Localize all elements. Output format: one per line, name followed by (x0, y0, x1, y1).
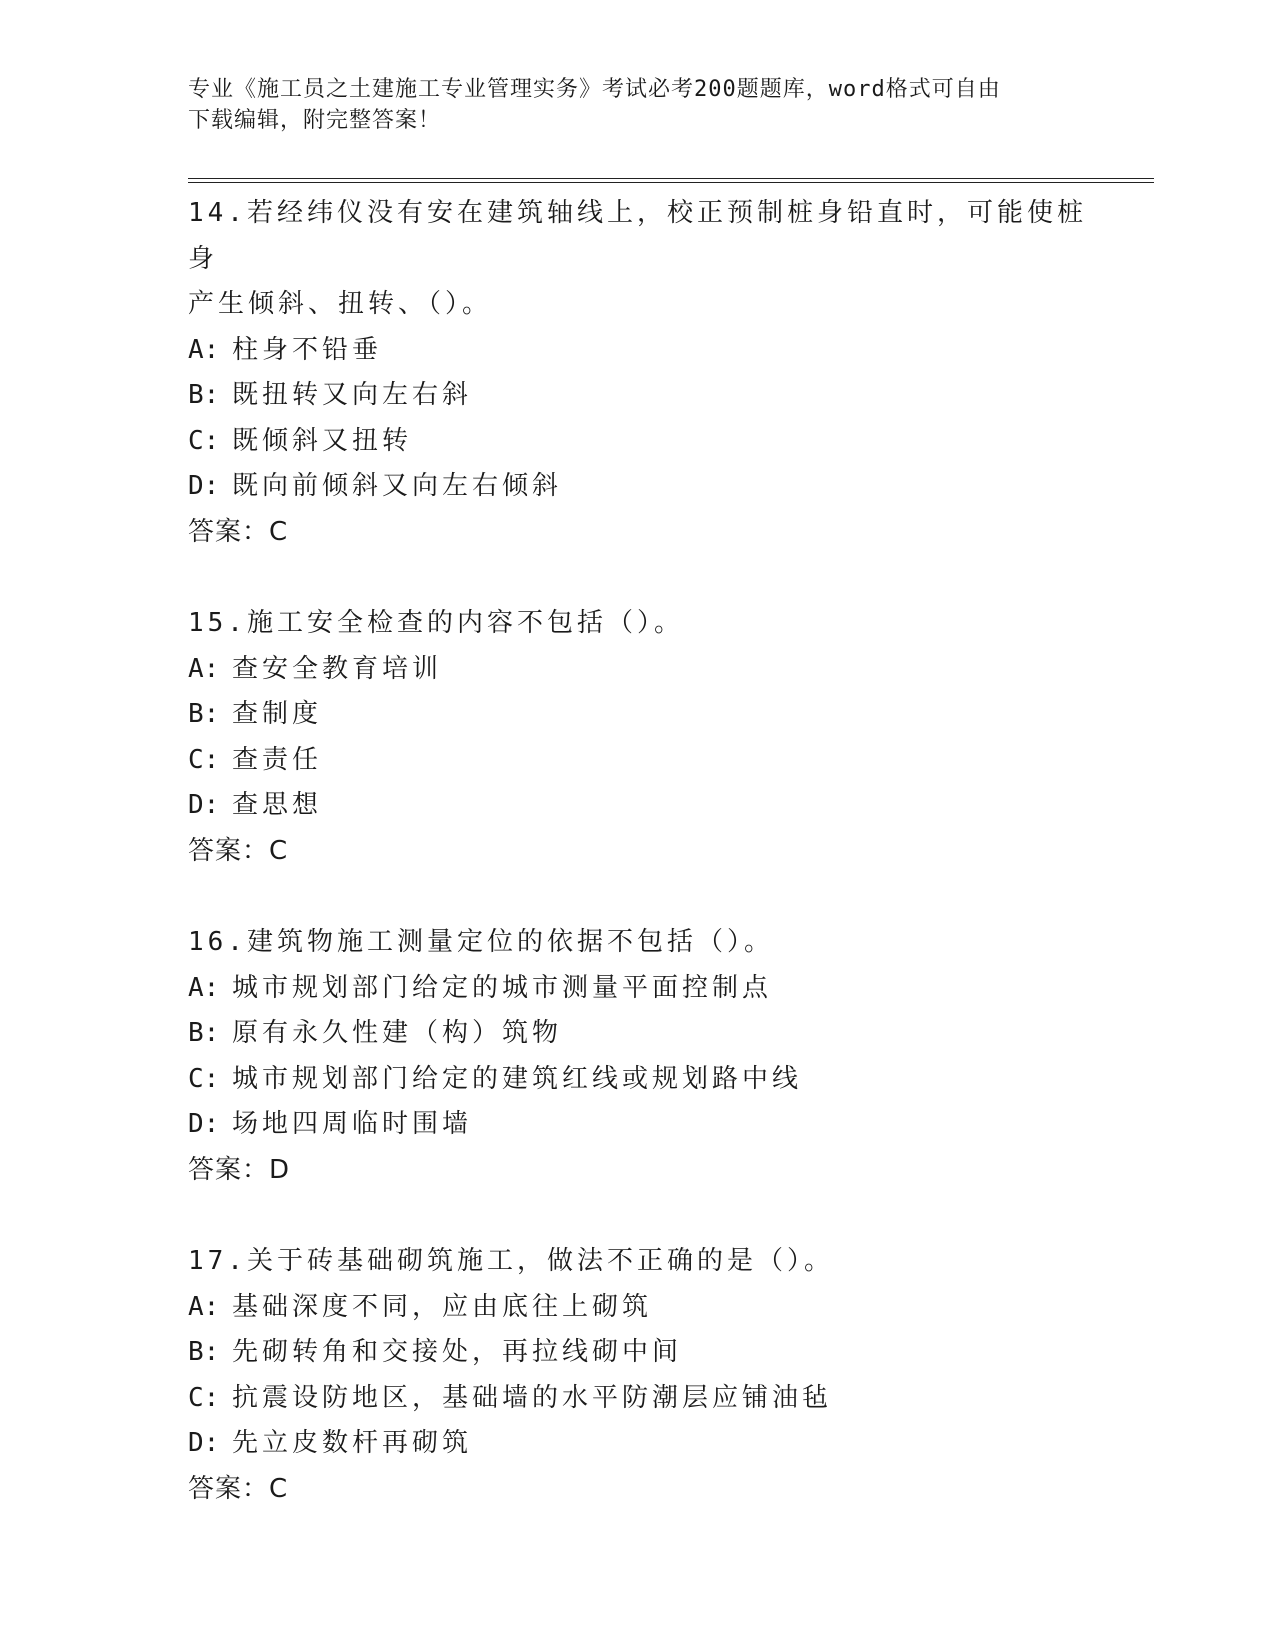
option-d (188, 783, 1088, 829)
question-stem: 17.关于砖基础砌筑施工，做法不正确的是（）。 (188, 1246, 834, 1276)
option-key: D: (188, 790, 220, 820)
option-key: A: (188, 653, 220, 684)
option-text: 查制度 (232, 699, 323, 729)
option-text: 既向前倾斜又向左右倾斜 (232, 471, 563, 501)
option-text: 查思想 (232, 790, 323, 820)
answer-line: 答案：C (188, 1473, 289, 1504)
option-key: C: (188, 1063, 220, 1094)
option-text: 柱身不铅垂 (232, 334, 383, 365)
option-key: C: (188, 425, 220, 456)
option-c (188, 738, 1088, 784)
option-d (188, 1102, 1088, 1148)
option-key: B: (188, 699, 220, 729)
option-text: 基础深度不同，应由底往上砌筑 (232, 1291, 653, 1322)
option-list (188, 647, 1088, 829)
option-d (188, 464, 1088, 510)
option-b (188, 1330, 1088, 1376)
option-c (188, 1057, 1088, 1103)
header-divider (188, 178, 1154, 183)
question-stem: 16.建筑物施工测量定位的依据不包括（）。 (188, 927, 774, 957)
option-d (188, 1421, 1088, 1467)
question-list (188, 191, 1088, 1512)
option-a (188, 966, 1088, 1012)
question-stem-line-2: 产生倾斜、扭转、（）。 (188, 289, 493, 319)
question-stem-line-1: 14.若经纬仪没有安在建筑轴线上，校正预制桩身铅直时，可能使桩身 (188, 198, 1087, 274)
document-header (188, 74, 1088, 136)
option-a (188, 647, 1088, 693)
option-b (188, 373, 1088, 419)
option-text: 抗震设防地区，基础墙的水平防潮层应铺油毡 (232, 1382, 833, 1413)
option-text: 先立皮数杆再砌筑 (232, 1428, 473, 1458)
option-key: D: (188, 1428, 220, 1458)
header-line-1: 专业《施工员之土建施工专业管理实务》考试必考200题题库，word格式可自由 (188, 77, 1001, 102)
answer-line: 答案：C (188, 516, 289, 547)
option-key: C: (188, 1382, 220, 1413)
option-key: B: (188, 1337, 220, 1367)
question-17 (188, 1239, 1088, 1512)
option-text: 原有永久性建（构）筑物 (232, 1018, 563, 1048)
option-a (188, 328, 1088, 374)
option-c (188, 419, 1088, 465)
option-key: C: (188, 744, 220, 775)
question-16 (188, 920, 1088, 1193)
option-b (188, 692, 1088, 738)
option-key: B: (188, 380, 220, 410)
question-stem: 15.施工安全检查的内容不包括（）。 (188, 608, 684, 638)
question-15 (188, 601, 1088, 874)
option-list (188, 328, 1088, 510)
option-list (188, 966, 1088, 1148)
option-c (188, 1376, 1088, 1422)
option-list (188, 1285, 1088, 1467)
option-text: 查责任 (232, 744, 323, 775)
answer-line: 答案：D (188, 1154, 291, 1185)
question-14 (188, 191, 1088, 555)
option-b (188, 1011, 1088, 1057)
option-a (188, 1285, 1088, 1331)
question-stem (188, 191, 1088, 328)
option-text: 场地四周临时围墙 (232, 1109, 473, 1139)
option-key: B: (188, 1018, 220, 1048)
option-key: D: (188, 471, 220, 501)
header-line-2: 下载编辑，附完整答案！ (188, 108, 442, 133)
answer-line: 答案：C (188, 835, 289, 866)
option-text: 既扭转又向左右斜 (232, 380, 473, 410)
option-text: 先砌转角和交接处，再拉线砌中间 (232, 1337, 683, 1367)
option-text: 城市规划部门给定的城市测量平面控制点 (232, 972, 773, 1003)
option-text: 城市规划部门给定的建筑红线或规划路中线 (232, 1063, 803, 1094)
option-text: 查安全教育培训 (232, 653, 443, 684)
option-key: A: (188, 1291, 220, 1322)
option-text: 既倾斜又扭转 (232, 425, 413, 456)
option-key: D: (188, 1109, 220, 1139)
option-key: A: (188, 334, 220, 365)
option-key: A: (188, 972, 220, 1003)
